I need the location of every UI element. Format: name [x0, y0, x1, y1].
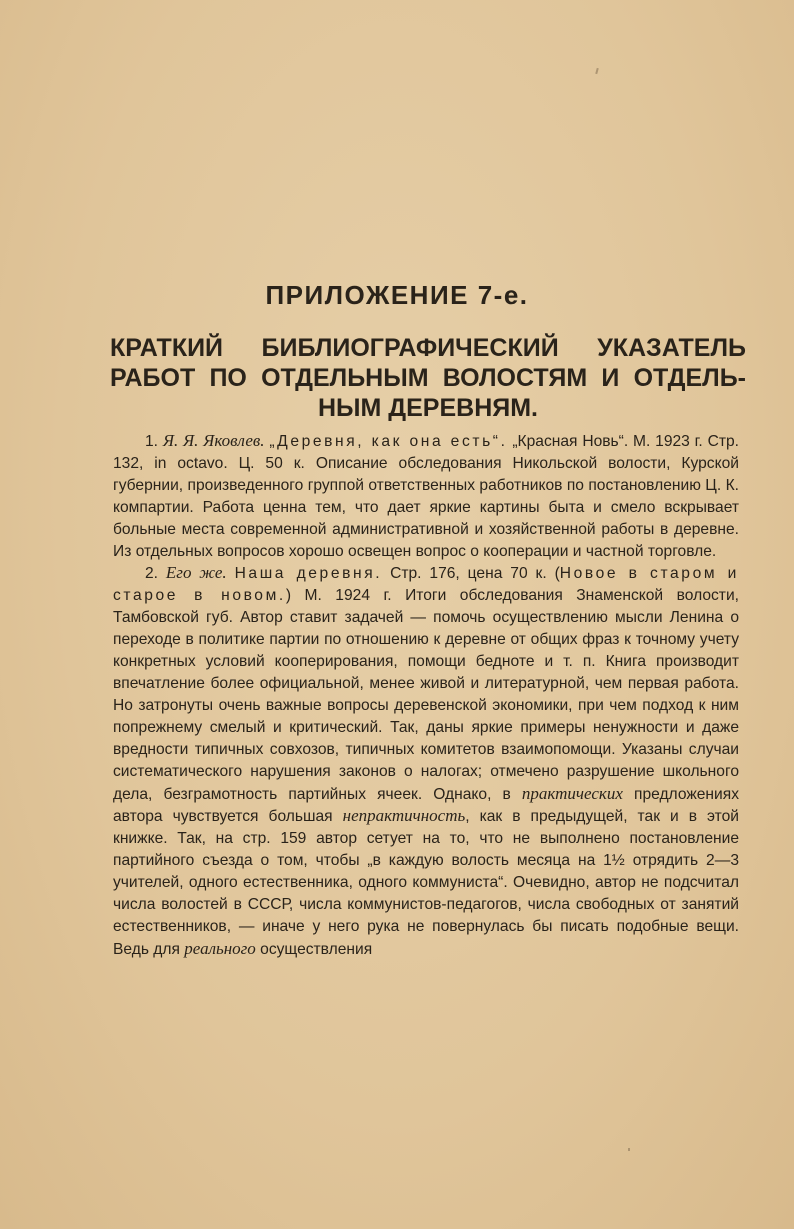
entry-text: Стр. 176, цена 70 к. ( — [390, 565, 560, 583]
entry-author: Его же. — [165, 563, 227, 583]
entry-title: Наша деревня. — [234, 565, 383, 583]
entry-text: предложениях автора чувствуется большая — [113, 785, 739, 826]
index-title — [110, 333, 746, 423]
entry-author: Я. Я. Яковлев. — [162, 431, 265, 450]
entry-number: 1. — [145, 433, 159, 450]
entry-text: ) М. 1924 г. Итоги обследования Знаменской волости, Тамбовской губ. Автор ставит задачей — помочь осуществлению мысли Ленина о переходе в политике партии по отношению к деревне от общих фраз к точному учету конкретных условий кооперирования, помощи бедноте и т. п. Книга производит впечатление более официальной, менее живой и литературной, чем первая работа. Но затронуты очень важные вопросы деревенской экономики, при чем подход к ним попрежнему смелый и критический. Так, даны яркие примеры ненужности и даже вредности типичных совхозов, типичных комитетов взаимопомощи. Указаны случаи систематического нарушения законов о налогах; отмечено разрушение школьного дела, безграмотность партийных ячеек. Однако, в — [113, 587, 739, 803]
entry-emphasis: реального — [184, 938, 256, 958]
entry-text: осуществления — [255, 940, 373, 958]
paper-speck — [595, 68, 598, 74]
bibliography-entry — [113, 562, 739, 960]
index-title-line: КРАТКИЙ БИБЛИОГРАФИЧЕСКИЙ УКАЗАТЕЛЬ — [110, 334, 746, 362]
bibliography-entry — [113, 430, 739, 562]
entry-emphasis: непрактичность — [342, 806, 466, 826]
entry-number: 2. — [145, 565, 159, 583]
entry-emphasis: практических — [521, 783, 623, 803]
paper-speck — [628, 1148, 630, 1151]
entry-subtitle: Новое в старом и старое в новом. — [113, 565, 739, 605]
index-title-line: РАБОТ ПО ОТДЕЛЬНЫМ ВОЛОСТЯМ И ОТДЕЛЬ- — [110, 364, 746, 392]
entry-text: „Красная Новь“. М. 1923 г. Стр. 132, in octavo. Ц. 50 к. Описание обследования Никольской волости, Курской губернии, произведенного группой ответственных работников по постановлению Ц. К. компартии. Работа ценна тем, что дает яркие картины быта и смело вскрывает больные места современной административной и хозяйственной работы в деревне. Из отдельных вопросов хорошо освещен вопрос о кооперации и частной торговле. — [113, 433, 739, 560]
appendix-heading: ПРИЛОЖЕНИЕ 7-е. — [265, 280, 529, 310]
bibliography-body — [113, 430, 739, 961]
index-title-line: НЫМ ДЕРЕВНЯМ. — [318, 394, 538, 422]
entry-text: , как в предыдущей, так и в этой книжке. Так, на стр. 159 автор сетует на то, что не выполнено постановление партийного съезда о том, чтобы „в каждую волость месяца на 1½ отрядить 2—3 учителей, одного естественника, одного коммуниста“. Очевидно, автор не подсчитал числа волостей в СССР, числа коммунистов-педагогов, числа свободных от занятий естественников, — иначе у него рука не повернулась бы писать подобные вещи. Ведь для — [113, 808, 740, 958]
entry-title: „Деревня, как она есть“. — [269, 433, 508, 450]
